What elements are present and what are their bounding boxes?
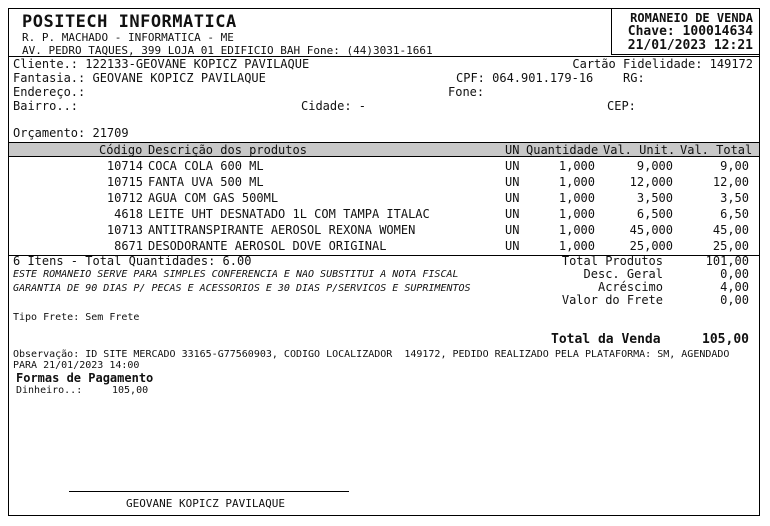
item-unit-price: 9,000	[636, 159, 673, 173]
payment-title: Formas de Pagamento	[16, 371, 154, 385]
discount-label: Desc. Geral	[583, 267, 663, 281]
item-unit: UN	[505, 239, 520, 253]
item-unit: UN	[505, 175, 520, 189]
table-row	[9, 223, 759, 239]
item-description: FANTA UVA 500 ML	[148, 175, 264, 189]
item-code: 8671	[114, 239, 143, 253]
item-code: 10712	[106, 191, 143, 205]
document-title: ROMANEIO DE VENDA	[630, 11, 753, 25]
item-description: COCA COLA 600 ML	[148, 159, 264, 173]
item-quantity: 1,000	[558, 159, 595, 173]
item-unit: UN	[505, 191, 520, 205]
loyalty-card: Cartão Fidelidade: 149172	[572, 57, 753, 71]
document-datetime: 21/01/2023 12:21	[627, 38, 753, 53]
item-description: ANTITRANSPIRANTE AEROSOL REXONA WOMEN	[148, 223, 416, 237]
budget-number: Orçamento: 21709	[13, 126, 129, 140]
grand-total-value: 105,00	[702, 332, 749, 347]
table-row	[9, 207, 759, 223]
rg-field: RG:	[623, 71, 645, 85]
surcharge-label: Acréscimo	[597, 280, 663, 294]
col-code: Código	[99, 143, 143, 157]
phone-field: Fone:	[448, 85, 485, 99]
items-summary: 6 Itens - Total Quantidades: 6.00	[13, 254, 252, 268]
items-table-header	[9, 142, 759, 157]
item-total: 12,00	[712, 175, 749, 189]
company-name: POSITECH INFORMATICA	[22, 12, 237, 32]
signature-name: GEOVANE KOPICZ PAVILAQUE	[126, 497, 285, 510]
freight-label: Valor do Frete	[561, 293, 663, 307]
observation-line1: Observação: ID SITE MERCADO 33165-G77560903, CODIGO LOCALIZADOR 149172, PEDIDO REALIZADO PELA PLATAFORMA: SM, AGENDADO	[13, 349, 730, 360]
table-row	[9, 239, 759, 255]
payment-value: 105,00	[112, 385, 149, 396]
item-quantity: 1,000	[558, 191, 595, 205]
city-field: Cidade: -	[301, 99, 367, 113]
company-legal-name: R. P. MACHADO - INFORMATICA - ME	[22, 31, 234, 44]
item-total: 9,00	[720, 159, 749, 173]
freight-value: 0,00	[720, 293, 749, 307]
item-code: 4618	[114, 207, 143, 221]
item-description: AGUA COM GAS 500ML	[148, 191, 279, 205]
col-description: Descrição dos produtos	[148, 143, 307, 157]
disclaimer-note: ESTE ROMANEIO SERVE PARA SIMPLES CONFERENCIA E NAO SUBSTITUI A NOTA FISCAL	[13, 269, 459, 280]
item-code: 10713	[106, 223, 143, 237]
item-unit-price: 3,500	[636, 191, 673, 205]
item-total: 25,00	[712, 239, 749, 253]
company-address: AV. PEDRO TAQUES, 399 LOJA 01 EDIFICIO BAH Fone: (44)3031-1661	[22, 44, 433, 57]
table-row	[9, 159, 759, 175]
sales-document	[8, 8, 760, 516]
document-key: Chave: 100014634	[627, 24, 753, 39]
col-unit-price: Val. Unit.	[603, 143, 676, 157]
item-description: DESODORANTE AEROSOL DOVE ORIGINAL	[148, 239, 387, 253]
item-quantity: 1,000	[558, 223, 595, 237]
item-unit: UN	[505, 223, 520, 237]
item-total: 6,50	[720, 207, 749, 221]
observation-line2: PARA 21/01/2023 14:00	[13, 360, 140, 371]
item-quantity: 1,000	[558, 239, 595, 253]
col-unit: UN	[505, 143, 520, 157]
grand-total-label: Total da Venda	[551, 332, 661, 347]
address-field: Endereço.:	[13, 85, 86, 99]
item-code: 10715	[106, 175, 143, 189]
col-total-price: Val. Total	[680, 143, 753, 157]
table-row	[9, 175, 759, 191]
col-quantity: Quantidade	[526, 143, 599, 157]
item-description: LEITE UHT DESNATADO 1L COM TAMPA ITALAC	[148, 207, 430, 221]
item-total: 45,00	[712, 223, 749, 237]
payment-method: Dinheiro..:	[16, 385, 83, 396]
item-quantity: 1,000	[558, 175, 595, 189]
discount-value: 0,00	[720, 267, 749, 281]
item-unit: UN	[505, 159, 520, 173]
total-products-value: 101,00	[705, 254, 749, 268]
cep-field: CEP:	[607, 99, 636, 113]
cpf-field: CPF: 064.901.179-16	[456, 71, 594, 85]
table-row	[9, 191, 759, 207]
item-unit: UN	[505, 207, 520, 221]
item-unit-price: 45,000	[629, 223, 673, 237]
fantasia-field: Fantasia.: GEOVANE KOPICZ PAVILAQUE	[13, 71, 266, 85]
item-unit-price: 6,500	[636, 207, 673, 221]
document-info-box	[611, 9, 760, 55]
item-quantity: 1,000	[558, 207, 595, 221]
total-products-label: Total Produtos	[561, 254, 663, 268]
surcharge-value: 4,00	[720, 280, 749, 294]
client-field: Cliente.: 122133-GEOVANE KOPICZ PAVILAQUE	[13, 57, 310, 71]
freight-type: Tipo Frete: Sem Frete	[13, 312, 140, 323]
neighborhood-field: Bairro..:	[13, 99, 79, 113]
signature-line	[69, 491, 349, 492]
item-unit-price: 25,000	[629, 239, 673, 253]
item-total: 3,50	[720, 191, 749, 205]
warranty-note: GARANTIA DE 90 DIAS P/ PECAS E ACESSORIOS E 30 DIAS P/SERVICOS E SUPRIMENTOS	[13, 283, 471, 294]
item-unit-price: 12,000	[629, 175, 673, 189]
item-code: 10714	[106, 159, 143, 173]
